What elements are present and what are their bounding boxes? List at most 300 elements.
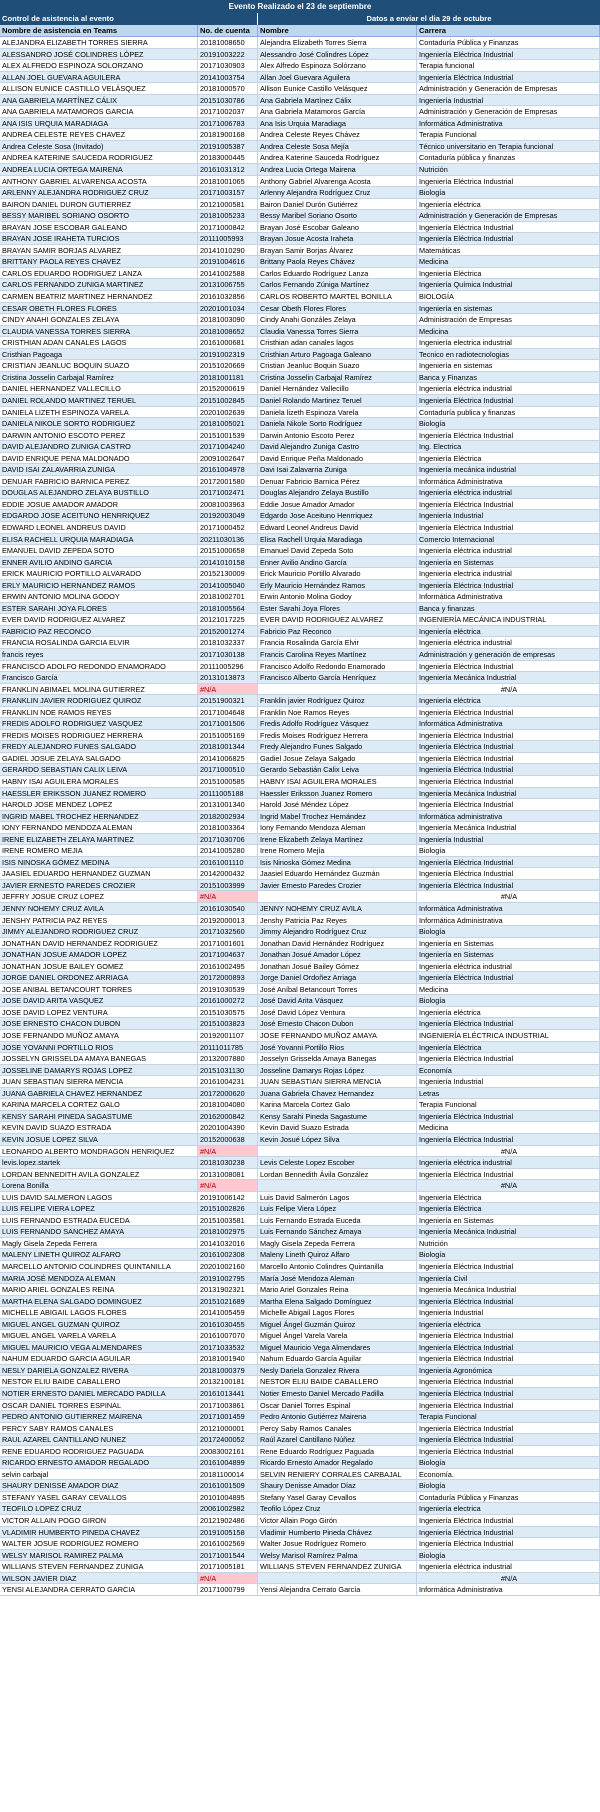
cell-career[interactable]: Banca y finanzas bbox=[417, 603, 600, 615]
cell-account[interactable]: 20141003754 bbox=[198, 72, 258, 84]
cell-account[interactable]: 20181000379 bbox=[198, 1365, 258, 1377]
cell-career[interactable]: Ingeniería Eléctrica Industrial bbox=[417, 233, 600, 245]
cell-career[interactable]: Ingeniería en sistemas bbox=[417, 303, 600, 315]
cell-career[interactable]: Administración y generación de empresas bbox=[417, 649, 600, 661]
cell-account[interactable]: 20151030786 bbox=[198, 95, 258, 107]
cell-account[interactable]: 20181002975 bbox=[198, 1226, 258, 1238]
cell-teams-name[interactable]: KEVIN DAVID SUAZO ESTRADA bbox=[0, 1122, 198, 1134]
cell-name[interactable]: Francis Carolina Reyes Martínez bbox=[258, 649, 417, 661]
cell-teams-name[interactable]: DANIELA LIZETH ESPINOZA VARELA bbox=[0, 407, 198, 419]
cell-account[interactable]: 20161030455 bbox=[198, 1319, 258, 1331]
cell-career[interactable]: Ingeniería electrica industrial bbox=[417, 337, 600, 349]
cell-career[interactable]: Medicina bbox=[417, 256, 600, 268]
cell-teams-name[interactable]: CRISTIAN JEANLUC BOQUIN SUAZO bbox=[0, 360, 198, 372]
cell-teams-name[interactable]: DAVID ISAI ZALAVARRIA ZUNIGA bbox=[0, 464, 198, 476]
cell-name[interactable]: Allison Eunice Castillo Velásquez bbox=[258, 83, 417, 95]
cell-name[interactable]: Isis Ninoska Gómez Medina bbox=[258, 857, 417, 869]
cell-name[interactable]: Lordan Bennedith Ávila González bbox=[258, 1169, 417, 1181]
cell-account[interactable]: 20183000445 bbox=[198, 152, 258, 164]
cell-account[interactable]: #N/A bbox=[198, 1180, 258, 1192]
cell-career[interactable]: Ingeniería Eléctrica Industrial bbox=[417, 1330, 600, 1342]
cell-name[interactable]: Magly Gisela Zepeda Ferrera bbox=[258, 1238, 417, 1250]
cell-name[interactable]: Stefany Yasel Garay Cevallos bbox=[258, 1492, 417, 1504]
cell-account[interactable]: 20161032856 bbox=[198, 291, 258, 303]
cell-teams-name[interactable]: Andrea Celeste Sosa (Invitado) bbox=[0, 141, 198, 153]
cell-name[interactable]: Kevin Josué López Silva bbox=[258, 1134, 417, 1146]
cell-career[interactable]: Ingeniería Industrial bbox=[417, 95, 600, 107]
cell-career[interactable]: #N/A bbox=[417, 891, 600, 903]
cell-name[interactable]: Michelle Abigail Lagos Flores bbox=[258, 1307, 417, 1319]
cell-name[interactable]: Cristina Josselin Carbajal Ramírez bbox=[258, 372, 417, 384]
cell-account[interactable]: 20192000013 bbox=[198, 915, 258, 927]
cell-account[interactable]: #N/A bbox=[198, 684, 258, 696]
cell-name[interactable]: Jimmy Alejandro Rodríguez Cruz bbox=[258, 926, 417, 938]
cell-account[interactable]: 20132007880 bbox=[198, 1053, 258, 1065]
cell-career[interactable]: Ingeniería eléctrica industrial bbox=[417, 961, 600, 973]
cell-teams-name[interactable]: BRITTANY PAOLA REYES CHAVEZ bbox=[0, 256, 198, 268]
cell-career[interactable]: Ingeniería Eléctrica Industrial bbox=[417, 1515, 600, 1527]
cell-account[interactable]: 20171002471 bbox=[198, 487, 258, 499]
cell-account[interactable]: 20151005169 bbox=[198, 730, 258, 742]
cell-account[interactable]: 20151003581 bbox=[198, 1215, 258, 1227]
cell-name[interactable]: Franklin Noe Ramos Reyes bbox=[258, 707, 417, 719]
cell-career[interactable]: Medicina bbox=[417, 984, 600, 996]
cell-name[interactable]: Irene Romero Mejía bbox=[258, 845, 417, 857]
cell-teams-name[interactable]: CRISTHIAN ADAN CANALES LAGOS bbox=[0, 337, 198, 349]
cell-teams-name[interactable]: JOSE DAVID LOPEZ VENTURA bbox=[0, 1007, 198, 1019]
cell-teams-name[interactable]: CESAR OBETH FLORES FLORES bbox=[0, 303, 198, 315]
cell-name[interactable]: Fredis Adolfo Rodríguez Vásquez bbox=[258, 718, 417, 730]
cell-account[interactable]: 20121000581 bbox=[198, 199, 258, 211]
cell-teams-name[interactable]: EMANUEL DAVID ZEPEDA SOTO bbox=[0, 545, 198, 557]
cell-account[interactable]: 20151020669 bbox=[198, 360, 258, 372]
cell-teams-name[interactable]: FRANKLIN NOE RAMOS REYES bbox=[0, 707, 198, 719]
cell-teams-name[interactable]: BRAYAN SAMIR BORJAS ALVAREZ bbox=[0, 245, 198, 257]
cell-name[interactable]: Bairon Daniel Durón Gutiérrez bbox=[258, 199, 417, 211]
cell-account[interactable]: 20171005181 bbox=[198, 1561, 258, 1573]
cell-career[interactable]: Administración y Generación de Empresas bbox=[417, 83, 600, 95]
cell-account[interactable]: 20181005233 bbox=[198, 210, 258, 222]
cell-account[interactable]: 20151000658 bbox=[198, 545, 258, 557]
cell-career[interactable]: Ingeniería en Sistemas bbox=[417, 1215, 600, 1227]
cell-teams-name[interactable]: JENSHY PATRICIA PAZ REYES bbox=[0, 915, 198, 927]
cell-teams-name[interactable]: CLAUDIA VANESSA TORRES SIERRA bbox=[0, 326, 198, 338]
cell-career[interactable]: Ingeniería Mecánica Industrial bbox=[417, 1226, 600, 1238]
cell-name[interactable]: Nahum Eduardo García Aguilar bbox=[258, 1353, 417, 1365]
cell-career[interactable]: Terapia Funcional bbox=[417, 1099, 600, 1111]
cell-career[interactable]: Ingeniería electrica industrial bbox=[417, 568, 600, 580]
cell-name[interactable]: Brayan José Escobar Galeano bbox=[258, 222, 417, 234]
cell-teams-name[interactable]: FRANCISCO ADOLFO REDONDO ENAMORADO bbox=[0, 661, 198, 673]
cell-name[interactable]: Edward Leonel Andreus David bbox=[258, 522, 417, 534]
cell-name[interactable]: NESTOR ELIU BAIDE CABALLERO bbox=[258, 1376, 417, 1388]
cell-teams-name[interactable]: MARTHA ELENA SALGADO DOMINGUEZ bbox=[0, 1296, 198, 1308]
cell-name[interactable] bbox=[258, 891, 417, 903]
cell-name[interactable]: Luis Fernando Estrada Euceda bbox=[258, 1215, 417, 1227]
cell-account[interactable]: #N/A bbox=[198, 1146, 258, 1158]
cell-account[interactable]: 20171001601 bbox=[198, 938, 258, 950]
cell-name[interactable]: Haessler Eriksson Juanez Romero bbox=[258, 788, 417, 800]
cell-teams-name[interactable]: VICTOR ALLAIN POGO GIRON bbox=[0, 1515, 198, 1527]
cell-account[interactable]: 20121902486 bbox=[198, 1515, 258, 1527]
cell-account[interactable]: 20151001539 bbox=[198, 430, 258, 442]
cell-account[interactable]: 20171001506 bbox=[198, 718, 258, 730]
cell-account[interactable]: 20181003364 bbox=[198, 822, 258, 834]
cell-account[interactable]: 20201004390 bbox=[198, 1122, 258, 1134]
cell-teams-name[interactable]: FRANKLIN ABIMAEL MOLINA GUTIERREZ bbox=[0, 684, 198, 696]
cell-career[interactable]: Ingeniería Eléctrica Industrial bbox=[417, 522, 600, 534]
cell-teams-name[interactable]: EDWARD LEONEL ANDREUS DAVID bbox=[0, 522, 198, 534]
cell-teams-name[interactable]: ALEX ALFREDO ESPINOZA SOLORZANO bbox=[0, 60, 198, 72]
cell-teams-name[interactable]: francis reyes bbox=[0, 649, 198, 661]
cell-name[interactable]: Erick Mauricio Portillo Alvarado bbox=[258, 568, 417, 580]
cell-career[interactable]: Biología bbox=[417, 1249, 600, 1261]
cell-name[interactable]: Daniel Hernández Vallecillo bbox=[258, 383, 417, 395]
column-header-name[interactable]: Nombre bbox=[258, 25, 417, 37]
cell-name[interactable] bbox=[258, 1573, 417, 1585]
cell-name[interactable]: Elisa Rachell Urquia Maradiaga bbox=[258, 534, 417, 546]
cell-account[interactable]: 20081003963 bbox=[198, 499, 258, 511]
cell-account[interactable]: 20131006755 bbox=[198, 279, 258, 291]
cell-account[interactable]: 20151031130 bbox=[198, 1065, 258, 1077]
cell-teams-name[interactable]: SHAURY DENISSE AMADOR DIAZ bbox=[0, 1480, 198, 1492]
cell-teams-name[interactable]: DOUGLAS ALEJANDRO ZELAYA BUSTILLO bbox=[0, 487, 198, 499]
cell-name[interactable]: Martha Elena Salgado Domínguez bbox=[258, 1296, 417, 1308]
cell-teams-name[interactable]: JOSE ERNESTO CHACON DUBON bbox=[0, 1018, 198, 1030]
cell-account[interactable]: 20191003222 bbox=[198, 49, 258, 61]
cell-name[interactable]: Kensy Sarahi Pineda Sagastume bbox=[258, 1111, 417, 1123]
cell-account[interactable]: 20111005993 bbox=[198, 233, 258, 245]
cell-teams-name[interactable]: MICHELLE ABIGAIL LAGOS FLORES bbox=[0, 1307, 198, 1319]
cell-career[interactable]: Ingeniería Eléctrica Industrial bbox=[417, 1134, 600, 1146]
cell-career[interactable]: Ingeniería eléctrica industrial bbox=[417, 383, 600, 395]
cell-name[interactable]: Oscar Daniel Torres Espinal bbox=[258, 1400, 417, 1412]
cell-teams-name[interactable]: TEOFILO LOPEZ CRUZ bbox=[0, 1503, 198, 1515]
cell-career[interactable]: Ingeniería Eléctrica bbox=[417, 1042, 600, 1054]
cell-name[interactable]: Karina Marcela Cortez Galo bbox=[258, 1099, 417, 1111]
cell-teams-name[interactable]: ERWIN ANTONIO MOLINA GODOY bbox=[0, 591, 198, 603]
cell-account[interactable]: 20161031312 bbox=[198, 164, 258, 176]
cell-career[interactable]: Tecnico en radiotecnologias bbox=[417, 349, 600, 361]
cell-teams-name[interactable]: EVER DAVID RODRIGUEZ ALVAREZ bbox=[0, 614, 198, 626]
cell-name[interactable]: Raúl Azarel Cantillano Núñez bbox=[258, 1434, 417, 1446]
cell-teams-name[interactable]: ERLY MAURICIO HERNANDEZ RAMOS bbox=[0, 580, 198, 592]
cell-account[interactable]: 20161004231 bbox=[198, 1076, 258, 1088]
cell-career[interactable]: Ingeniería Eléctrica Industrial bbox=[417, 764, 600, 776]
cell-account[interactable]: 20171032560 bbox=[198, 926, 258, 938]
cell-account[interactable]: 20171003157 bbox=[198, 187, 258, 199]
cell-account[interactable]: 20171004240 bbox=[198, 441, 258, 453]
cell-teams-name[interactable]: Francisco García bbox=[0, 672, 198, 684]
cell-account[interactable]: 20141010290 bbox=[198, 245, 258, 257]
cell-teams-name[interactable]: IONY FERNANDO MENDOZA ALEMAN bbox=[0, 822, 198, 834]
cell-career[interactable]: Ingeniería en sistemas bbox=[417, 360, 600, 372]
cell-teams-name[interactable]: ANA GABRIELA MARTÍNEZ CÁLIX bbox=[0, 95, 198, 107]
cell-account[interactable]: #N/A bbox=[198, 1573, 258, 1585]
cell-teams-name[interactable]: ALESSANDRO JOSÉ COLINDRES LÓPEZ bbox=[0, 49, 198, 61]
cell-teams-name[interactable]: BAIRON DANIEL DURON GUTIERREZ bbox=[0, 199, 198, 211]
cell-career[interactable]: Ingeniería Eléctrica Industrial bbox=[417, 1342, 600, 1354]
cell-career[interactable]: Ingeniería eléctrica industrial bbox=[417, 637, 600, 649]
cell-name[interactable]: Francia Rosalinda García Elvir bbox=[258, 637, 417, 649]
cell-career[interactable]: Técnico universitario en Terapia funcional bbox=[417, 141, 600, 153]
cell-account[interactable]: 20171001459 bbox=[198, 1411, 258, 1423]
cell-account[interactable]: 20201002160 bbox=[198, 1261, 258, 1273]
cell-account[interactable]: 20141006825 bbox=[198, 753, 258, 765]
cell-teams-name[interactable]: DAVID ENRIQUE PENA MALDONADO bbox=[0, 453, 198, 465]
cell-account[interactable]: 20181002701 bbox=[198, 591, 258, 603]
cell-name[interactable]: Shaury Denisse Amador Díaz bbox=[258, 1480, 417, 1492]
cell-name[interactable]: Andrea Lucia Ortega Mairena bbox=[258, 164, 417, 176]
cell-teams-name[interactable]: PERCY SABY RAMOS CANALES bbox=[0, 1423, 198, 1435]
cell-account[interactable]: 20181001065 bbox=[198, 176, 258, 188]
cell-account[interactable]: 20083002161 bbox=[198, 1446, 258, 1458]
cell-career[interactable]: Ingeniería Mecánica Industrial bbox=[417, 1284, 600, 1296]
cell-teams-name[interactable]: ANDREA LUCIA ORTEGA MAIRENA bbox=[0, 164, 198, 176]
cell-career[interactable]: Contaduría Pública y Finanzas bbox=[417, 37, 600, 49]
cell-account[interactable]: 20171000799 bbox=[198, 1584, 258, 1596]
cell-name[interactable]: Brittany Paola Reyes Chávez bbox=[258, 256, 417, 268]
cell-career[interactable]: Ingeniería Eléctrica Industrial bbox=[417, 661, 600, 673]
cell-name[interactable]: María José Mendoza Aleman bbox=[258, 1273, 417, 1285]
cell-career[interactable]: #N/A bbox=[417, 684, 600, 696]
cell-teams-name[interactable]: HABNY ISAI AGUILERA MORALES bbox=[0, 776, 198, 788]
cell-teams-name[interactable]: LORDAN BENNEDITH AVILA GONZALEZ bbox=[0, 1169, 198, 1181]
cell-account[interactable]: 20181005564 bbox=[198, 603, 258, 615]
cell-career[interactable]: Ingeniería Eléctrica Industrial bbox=[417, 857, 600, 869]
cell-career[interactable]: Ingeniería Eléctrica Industrial bbox=[417, 799, 600, 811]
cell-name[interactable]: Gerardo Sebastián Calix Leiva bbox=[258, 764, 417, 776]
cell-career[interactable]: Ingeniería Eléctrica Industrial bbox=[417, 730, 600, 742]
cell-career[interactable]: Ingeniería Química Industrial bbox=[417, 279, 600, 291]
cell-teams-name[interactable]: JOSE YOVANNI PORTILLO RIOS bbox=[0, 1042, 198, 1054]
cell-teams-name[interactable]: LUIS FELIPE VIERA LOPEZ bbox=[0, 1203, 198, 1215]
cell-name[interactable]: Arlenny Alejandra Rodríguez Cruz bbox=[258, 187, 417, 199]
cell-name[interactable]: Cristhian adan canales lagos bbox=[258, 337, 417, 349]
cell-career[interactable]: Ingeniería en Sistemas bbox=[417, 557, 600, 569]
cell-teams-name[interactable]: FABRICIO PAZ RECONCO bbox=[0, 626, 198, 638]
cell-name[interactable]: Carlos Eduardo Rodríguez Lanza bbox=[258, 268, 417, 280]
cell-career[interactable]: Ingeniería Eléctrica Industrial bbox=[417, 1434, 600, 1446]
cell-name[interactable]: Pedro Antonio Gutiérrez Mairena bbox=[258, 1411, 417, 1423]
cell-teams-name[interactable]: WILLIANS STEVEN FERNANDEZ ZUNIGA bbox=[0, 1561, 198, 1573]
cell-teams-name[interactable]: JOSE ANIBAL BETANCOURT TORRES bbox=[0, 984, 198, 996]
cell-account[interactable]: 20141010158 bbox=[198, 557, 258, 569]
cell-name[interactable]: SELVIN RENIERY CORRALES CARBAJAL bbox=[258, 1469, 417, 1481]
cell-teams-name[interactable]: ALLISON EUNICE CASTILLO VELÁSQUEZ bbox=[0, 83, 198, 95]
cell-career[interactable]: Contaduría publica y finanzas bbox=[417, 407, 600, 419]
column-header-career[interactable]: Carrera bbox=[417, 25, 600, 37]
cell-name[interactable]: Rene Eduardo Rodríguez Paguada bbox=[258, 1446, 417, 1458]
cell-career[interactable]: Ingeniería Eléctrica Industrial bbox=[417, 1388, 600, 1400]
cell-career[interactable]: Ingeniería Industrial bbox=[417, 834, 600, 846]
cell-career[interactable]: BIOLOGÍA bbox=[417, 291, 600, 303]
cell-name[interactable]: Josseline Damarys Rojas López bbox=[258, 1065, 417, 1077]
cell-teams-name[interactable]: CARLOS FERNANDO ZUNIGA MARTINEZ bbox=[0, 279, 198, 291]
column-header-account[interactable]: No. de cuenta bbox=[198, 25, 258, 37]
cell-name[interactable]: Andrea Katerine Sauceda Rodríguez bbox=[258, 152, 417, 164]
cell-name[interactable]: CARLOS ROBERTO MARTEL BONILLA bbox=[258, 291, 417, 303]
cell-teams-name[interactable]: MARIO ARIEL GONZALES REINA bbox=[0, 1284, 198, 1296]
cell-career[interactable]: Ingeniería eléctrica bbox=[417, 1007, 600, 1019]
cell-teams-name[interactable]: JUANA GABRIELA CHAVEZ HERNANDEZ bbox=[0, 1088, 198, 1100]
cell-teams-name[interactable]: levis.lopez.startek bbox=[0, 1157, 198, 1169]
cell-name[interactable]: Cesar Obeth Flores Flores bbox=[258, 303, 417, 315]
cell-career[interactable]: Ingeniería Eléctrica Industrial bbox=[417, 580, 600, 592]
cell-teams-name[interactable]: MIGUEL ANGEL VARELA VARELA bbox=[0, 1330, 198, 1342]
cell-career[interactable]: INGENIERÍA MECÁNICA INDUSTRIAL bbox=[417, 614, 600, 626]
cell-account[interactable]: 20161000272 bbox=[198, 995, 258, 1007]
cell-account[interactable]: 20161002569 bbox=[198, 1538, 258, 1550]
cell-name[interactable]: Ana Isis Urquia Maradiaga bbox=[258, 118, 417, 130]
cell-teams-name[interactable]: IRENE ROMERO MEJIA bbox=[0, 845, 198, 857]
cell-teams-name[interactable]: FREDIS MOISES RODRIGUEZ HERRERA bbox=[0, 730, 198, 742]
cell-name[interactable]: Franklin javier Rodríguez Quiroz bbox=[258, 695, 417, 707]
cell-account[interactable]: 20181001940 bbox=[198, 1353, 258, 1365]
cell-career[interactable]: Ingeniería Industrial bbox=[417, 1307, 600, 1319]
cell-career[interactable]: Banca y Finanzas bbox=[417, 372, 600, 384]
cell-career[interactable]: Terapia Funcional bbox=[417, 1411, 600, 1423]
cell-career[interactable]: Comercio Internacional bbox=[417, 534, 600, 546]
cell-account[interactable]: 20151000585 bbox=[198, 776, 258, 788]
cell-career[interactable]: Nutrición bbox=[417, 1238, 600, 1250]
cell-account[interactable]: 20151003823 bbox=[198, 1018, 258, 1030]
cell-career[interactable]: Ingeniería Eléctrica Industrial bbox=[417, 1376, 600, 1388]
cell-teams-name[interactable]: FRANKLIN JAVIER RODRIGUEZ QUIROZ bbox=[0, 695, 198, 707]
cell-teams-name[interactable]: ANDREA CELESTE REYES CHAVEZ bbox=[0, 129, 198, 141]
cell-account[interactable]: 20171002037 bbox=[198, 106, 258, 118]
cell-career[interactable]: Ingeniería Eléctrica Industrial bbox=[417, 1353, 600, 1365]
cell-teams-name[interactable]: NAHUM EDUARDO GARCIA AGUILAR bbox=[0, 1353, 198, 1365]
cell-career[interactable]: Ingeniería Eléctrica Industrial bbox=[417, 1400, 600, 1412]
cell-teams-name[interactable]: YENSI ALEJANDRA CERRATO GARCIA bbox=[0, 1584, 198, 1596]
cell-teams-name[interactable]: JORGE DANIEL ORDONEZ ARRIAGA bbox=[0, 972, 198, 984]
cell-career[interactable]: Ingeniería Eléctrica Industrial bbox=[417, 222, 600, 234]
cell-career[interactable]: Medicina bbox=[417, 326, 600, 338]
cell-account[interactable]: 20161004899 bbox=[198, 1457, 258, 1469]
cell-account[interactable]: 20171003861 bbox=[198, 1400, 258, 1412]
cell-teams-name[interactable]: JOSE DAVID ARITA VASQUEZ bbox=[0, 995, 198, 1007]
cell-name[interactable]: Yensi Alejandra Cerrato García bbox=[258, 1584, 417, 1596]
cell-teams-name[interactable]: ISIS NINOSKA GÓMEZ MEDINA bbox=[0, 857, 198, 869]
cell-career[interactable]: Economía bbox=[417, 1065, 600, 1077]
cell-name[interactable]: Anthony Gabriel Alvarenga Acosta bbox=[258, 176, 417, 188]
cell-career[interactable]: Administración y Generación de Empresas bbox=[417, 106, 600, 118]
cell-teams-name[interactable]: MARCELLO ANTONIO COLINDRES QUINTANILLA bbox=[0, 1261, 198, 1273]
cell-teams-name[interactable]: DAVID ALEJANDRO ZUNIGA CASTRO bbox=[0, 441, 198, 453]
cell-career[interactable]: Ingeniería Mecánica Industrial bbox=[417, 822, 600, 834]
cell-teams-name[interactable]: Lorena Bonilla bbox=[0, 1180, 198, 1192]
cell-account[interactable]: 20172001580 bbox=[198, 476, 258, 488]
cell-name[interactable]: Kevin David Suazo Estrada bbox=[258, 1122, 417, 1134]
cell-name[interactable]: Jonathan Josué Amador López bbox=[258, 949, 417, 961]
cell-career[interactable]: Biología bbox=[417, 1457, 600, 1469]
cell-career[interactable]: Biología bbox=[417, 418, 600, 430]
cell-teams-name[interactable]: OSCAR DANIEL TORRES ESPINAL bbox=[0, 1400, 198, 1412]
cell-teams-name[interactable]: ARLENNY ALEJANDRA RODRIGUEZ CRUZ bbox=[0, 187, 198, 199]
cell-teams-name[interactable]: ALLAN JOEL GUEVARA AGUILERA bbox=[0, 72, 198, 84]
cell-career[interactable]: Biología bbox=[417, 995, 600, 1007]
cell-account[interactable]: 20171000510 bbox=[198, 764, 258, 776]
cell-name[interactable]: David Enrique Peña Maldonado bbox=[258, 453, 417, 465]
cell-career[interactable]: #N/A bbox=[417, 1573, 600, 1585]
cell-account[interactable]: 20161007070 bbox=[198, 1330, 258, 1342]
cell-career[interactable]: Terapia funcional bbox=[417, 60, 600, 72]
cell-name[interactable]: Ester Sarahi Joya Flores bbox=[258, 603, 417, 615]
cell-career[interactable]: Informática Administrativa bbox=[417, 476, 600, 488]
cell-name[interactable] bbox=[258, 1146, 417, 1158]
cell-name[interactable]: Claudia Vanessa Torres Sierra bbox=[258, 326, 417, 338]
cell-account[interactable]: 20171004648 bbox=[198, 707, 258, 719]
cell-name[interactable]: Jaasiel Eduardo Hernández Guzmán bbox=[258, 868, 417, 880]
cell-account[interactable]: 20131902321 bbox=[198, 1284, 258, 1296]
cell-career[interactable]: Ingeniería Eléctrica bbox=[417, 453, 600, 465]
cell-teams-name[interactable]: FREDY ALEJANDRO FUNES SALGADO bbox=[0, 741, 198, 753]
cell-name[interactable]: Erly Mauricio Hernández Ramos bbox=[258, 580, 417, 592]
cell-teams-name[interactable]: EDDIE JOSUE AMADOR AMADOR bbox=[0, 499, 198, 511]
cell-career[interactable]: Biología bbox=[417, 187, 600, 199]
cell-account[interactable]: 20191002319 bbox=[198, 349, 258, 361]
cell-account[interactable]: 20132100181 bbox=[198, 1376, 258, 1388]
cell-career[interactable]: Letras bbox=[417, 1088, 600, 1100]
cell-name[interactable]: WILLIANS STEVEN FERNANDEZ ZUNIGA bbox=[258, 1561, 417, 1573]
cell-teams-name[interactable]: JENNY NOHEMY CRUZ AVILA bbox=[0, 903, 198, 915]
cell-account[interactable]: 20161001509 bbox=[198, 1480, 258, 1492]
cell-teams-name[interactable]: ELISA RACHELL URQUIA MARADIAGA bbox=[0, 534, 198, 546]
cell-name[interactable]: HABNY ISAI AGUILERA MORALES bbox=[258, 776, 417, 788]
cell-career[interactable]: Biología bbox=[417, 926, 600, 938]
cell-name[interactable]: Percy Saby Ramos Canales bbox=[258, 1423, 417, 1435]
cell-account[interactable]: 20181008650 bbox=[198, 37, 258, 49]
cell-teams-name[interactable]: KARINA MARCELA CORTEZ GALO bbox=[0, 1099, 198, 1111]
cell-name[interactable]: Ana Gabriela Matamoros García bbox=[258, 106, 417, 118]
cell-teams-name[interactable]: Magly Gisela Zepeda Ferrera bbox=[0, 1238, 198, 1250]
cell-career[interactable]: Informática administrativa bbox=[417, 811, 600, 823]
cell-career[interactable]: Ingeniería Eléctrica Industrial bbox=[417, 1296, 600, 1308]
cell-teams-name[interactable]: HAROLD JOSE MENDEZ LOPEZ bbox=[0, 799, 198, 811]
cell-name[interactable]: Allan Joel Guevara Aguilera bbox=[258, 72, 417, 84]
cell-teams-name[interactable]: JONATHAN JOSUE BAILEY GOMEZ bbox=[0, 961, 198, 973]
cell-teams-name[interactable]: GERARDO SEBASTIAN CALIX LEIVA bbox=[0, 764, 198, 776]
cell-account[interactable]: 20151021689 bbox=[198, 1296, 258, 1308]
cell-account[interactable]: 20171006783 bbox=[198, 118, 258, 130]
cell-career[interactable]: Ingeniería Eléctrica Industrial bbox=[417, 753, 600, 765]
cell-career[interactable]: Ingeniería eléctrica industrial bbox=[417, 1157, 600, 1169]
cell-teams-name[interactable]: DARWIN ANTONIO ESCOTO PEREZ bbox=[0, 430, 198, 442]
cell-account[interactable]: 20181001344 bbox=[198, 741, 258, 753]
cell-career[interactable]: Ingeniería Eléctrica bbox=[417, 1192, 600, 1204]
cell-account[interactable]: 20181008652 bbox=[198, 326, 258, 338]
cell-name[interactable]: José Ernesto Chacon Dubon bbox=[258, 1018, 417, 1030]
cell-account[interactable]: 20161001110 bbox=[198, 857, 258, 869]
cell-career[interactable]: Ingeniería Eléctrica bbox=[417, 268, 600, 280]
cell-account[interactable]: 20182002934 bbox=[198, 811, 258, 823]
cell-account[interactable]: 20111005296 bbox=[198, 661, 258, 673]
cell-name[interactable]: Darwin Antonio Escoto Perez bbox=[258, 430, 417, 442]
cell-teams-name[interactable]: NESLY DARIELA GONZALEZ RIVERA bbox=[0, 1365, 198, 1377]
cell-teams-name[interactable]: ERICK MAURICIO PORTILLO ALVARADO bbox=[0, 568, 198, 580]
cell-teams-name[interactable]: BRAYAN JOSE ESCOBAR GALEANO bbox=[0, 222, 198, 234]
cell-career[interactable]: Ingeniería eléctrica industrial bbox=[417, 487, 600, 499]
cell-account[interactable]: 20151002845 bbox=[198, 395, 258, 407]
cell-name[interactable]: Daniel Rolando Martinez Teruel bbox=[258, 395, 417, 407]
cell-name[interactable]: Andrea Celeste Sosa Mejía bbox=[258, 141, 417, 153]
cell-account[interactable]: 20191002795 bbox=[198, 1273, 258, 1285]
cell-teams-name[interactable]: NOTIER ERNESTO DANIEL MERCADO PADILLA bbox=[0, 1388, 198, 1400]
cell-teams-name[interactable]: selvin carbajal bbox=[0, 1469, 198, 1481]
cell-career[interactable]: Administración de Empresas bbox=[417, 314, 600, 326]
cell-career[interactable]: Ingeniería Mecánica Industrial bbox=[417, 672, 600, 684]
